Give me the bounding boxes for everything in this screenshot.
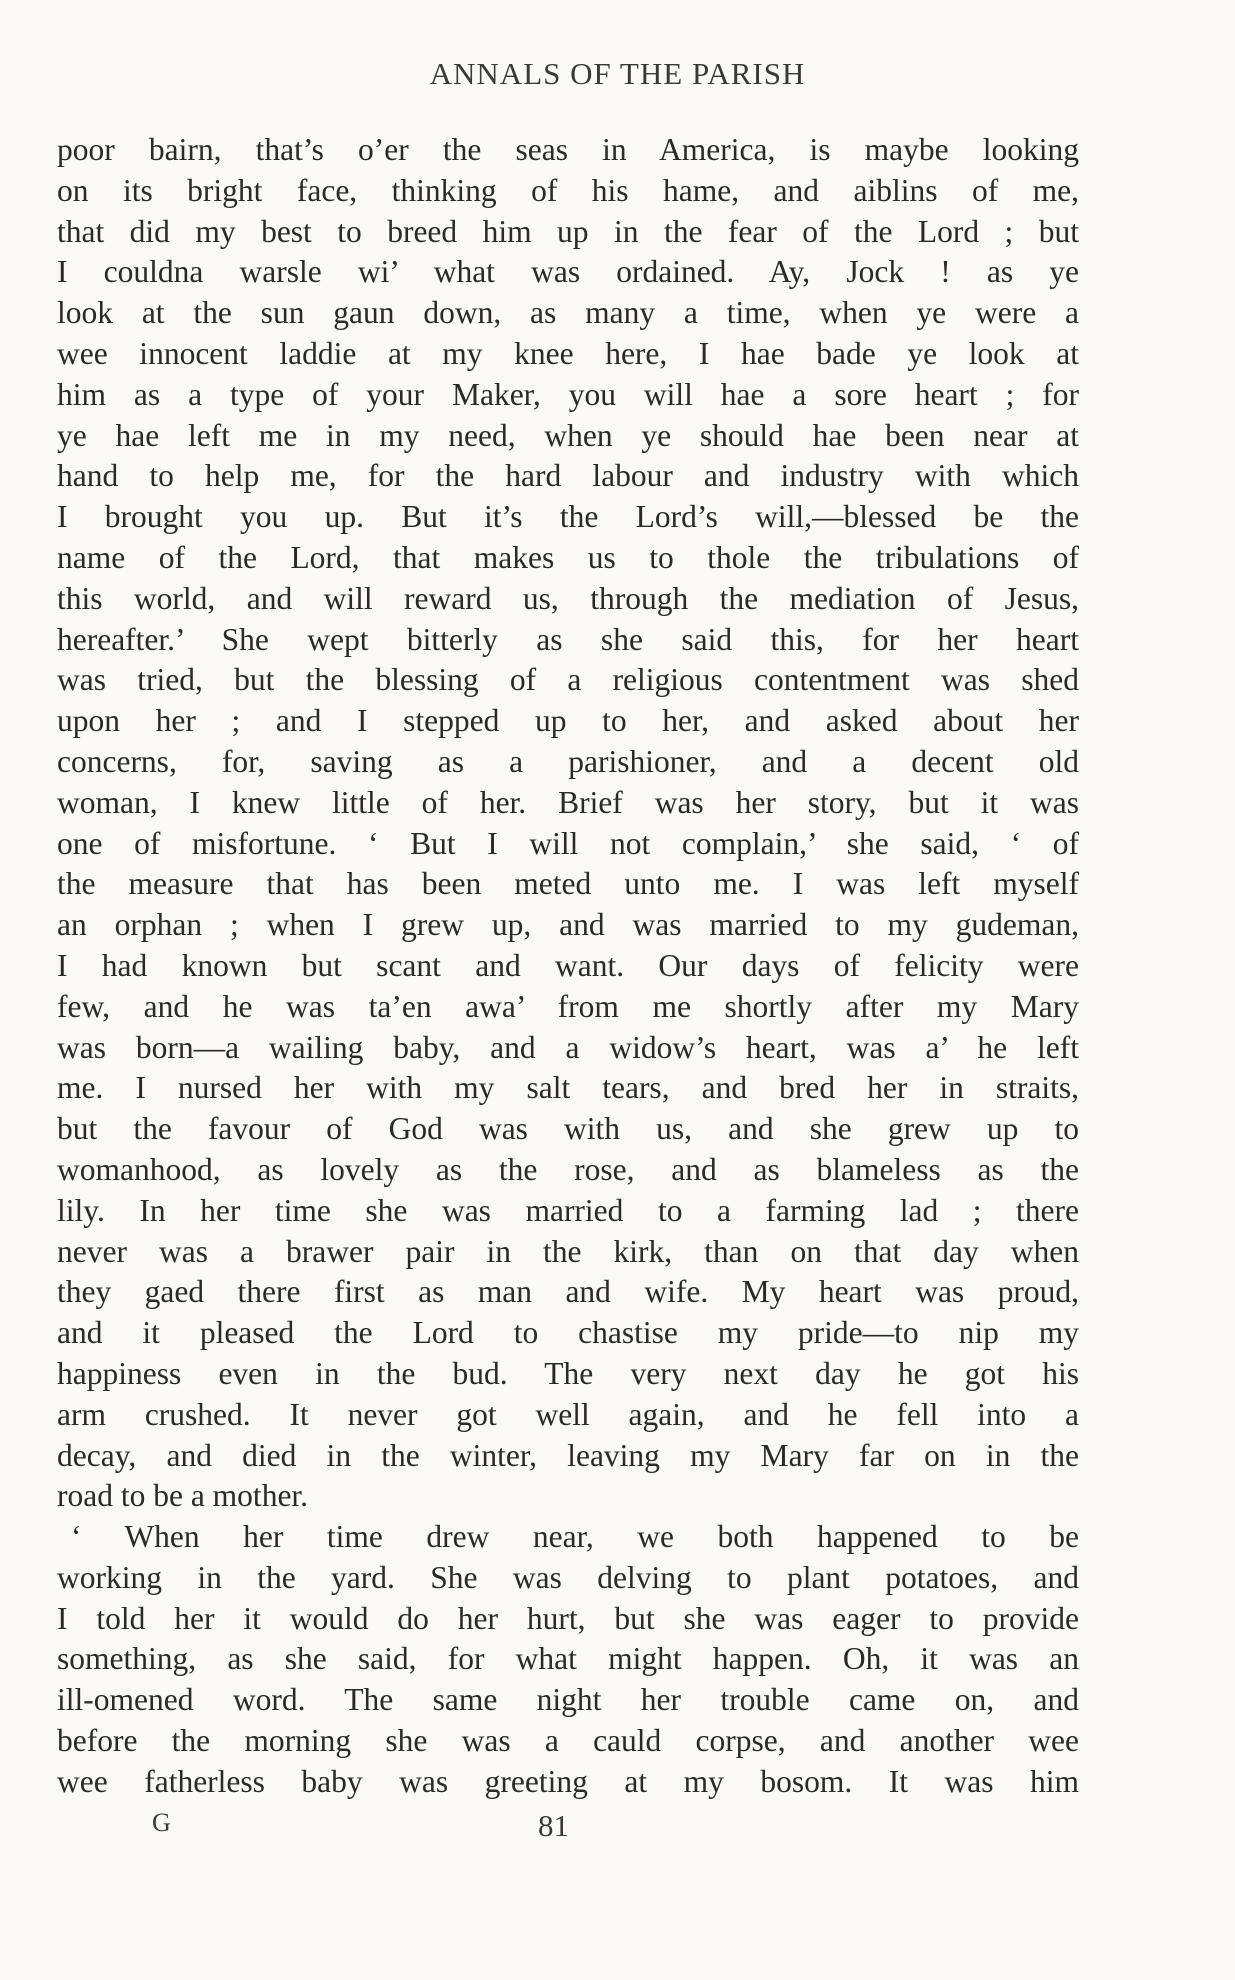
page-number: 81 — [538, 1808, 569, 1843]
text-line: concerns, for, saving as a parishioner, and a decent old — [57, 743, 1079, 779]
text-line: lily. In her time she was married to a farming lad ; there — [57, 1192, 1079, 1228]
text-line: this world, and will reward us, through the mediation of Jesus, — [57, 580, 1079, 616]
text-line: wee innocent laddie at my knee here, I hae bade ye look at — [57, 335, 1079, 371]
text-line: but the favour of God was with us, and she grew up to — [57, 1111, 1079, 1147]
text-line: hand to help me, for the hard labour and industry with which — [57, 458, 1079, 494]
text-line: was tried, but the blessing of a religious contentment was shed — [57, 662, 1079, 698]
text-line: him as a type of your Maker, you will hae a sore heart ; for — [57, 376, 1079, 412]
text-line: arm crushed. It never got well again, and he fell into a — [57, 1396, 1079, 1432]
text-line: ill-omened word. The same night her trouble came on, and — [57, 1682, 1079, 1718]
paragraph-end-line: road to be a mother. — [57, 1478, 309, 1514]
text-line: ye hae left me in my need, when ye should hae been near at — [57, 417, 1079, 453]
text-line: poor bairn, that’s o’er the seas in America, is maybe looking — [57, 132, 1079, 167]
text-line: look at the sun gaun down, as many a time, when ye were a — [57, 295, 1079, 331]
text-line: that did my best to breed him up in the fear of the Lord ; but — [57, 213, 1079, 249]
text-line: wee fatherless baby was greeting at my bosom. It was him — [57, 1763, 1079, 1799]
text-line: I brought you up. But it’s the Lord’s will,—blessed be the — [57, 499, 1079, 535]
text-line: hereafter.’ She wept bitterly as she said this, for her heart — [57, 621, 1079, 657]
text-line: I told her it would do her hurt, but she was eager to provide — [57, 1600, 1079, 1636]
text-line: few, and he was ta’en awa’ from me shortly after my Mary — [57, 988, 1079, 1024]
text-line: upon her ; and I stepped up to her, and asked about her — [57, 703, 1079, 739]
text-line: me. I nursed her with my salt tears, and bred her in straits, — [57, 1070, 1079, 1106]
text-line: an orphan ; when I grew up, and was married to my gudeman, — [57, 907, 1079, 943]
text-line: working in the yard. She was delving to plant potatoes, and — [57, 1559, 1079, 1595]
text-line: decay, and died in the winter, leaving my Mary far on in the — [57, 1437, 1079, 1473]
text-line: one of misfortune. ‘ But I will not complain,’ she said, ‘ of — [57, 825, 1079, 861]
text-line: was born—a wailing baby, and a widow’s heart, was a’ he left — [57, 1029, 1079, 1065]
text-line: name of the Lord, that makes us to thole the tribulations of — [57, 539, 1079, 575]
text-line: I couldna warsle wi’ what was ordained. Ay, Jock ! as ye — [57, 254, 1079, 290]
body-text — [57, 130, 1079, 1803]
paragraph-start-line: ‘ When her time drew near, we both happened to be — [71, 1519, 1079, 1555]
text-line: happiness even in the bud. The very next day he got his — [57, 1355, 1079, 1391]
text-line: they gaed there first as man and wife. My heart was proud, — [57, 1274, 1079, 1310]
text-line: something, as she said, for what might happen. Oh, it was an — [57, 1641, 1079, 1677]
text-line: I had known but scant and want. Our days of felicity were — [57, 947, 1079, 983]
text-line: womanhood, as lovely as the rose, and as blameless as the — [57, 1151, 1079, 1187]
signature-mark: G — [152, 1808, 171, 1837]
text-line: before the morning she was a cauld corpse, and another wee — [57, 1723, 1079, 1759]
running-head: ANNALS OF THE PARISH — [429, 56, 806, 91]
text-line: never was a brawer pair in the kirk, than on that day when — [57, 1233, 1079, 1269]
text-line: woman, I knew little of her. Brief was her story, but it was — [57, 784, 1079, 820]
page-footer — [0, 1808, 1235, 1848]
text-line: and it pleased the Lord to chastise my pride—to nip my — [57, 1315, 1079, 1351]
text-line: the measure that has been meted unto me. I was left myself — [57, 866, 1079, 902]
text-line: on its bright face, thinking of his hame, and aiblins of me, — [57, 172, 1079, 208]
